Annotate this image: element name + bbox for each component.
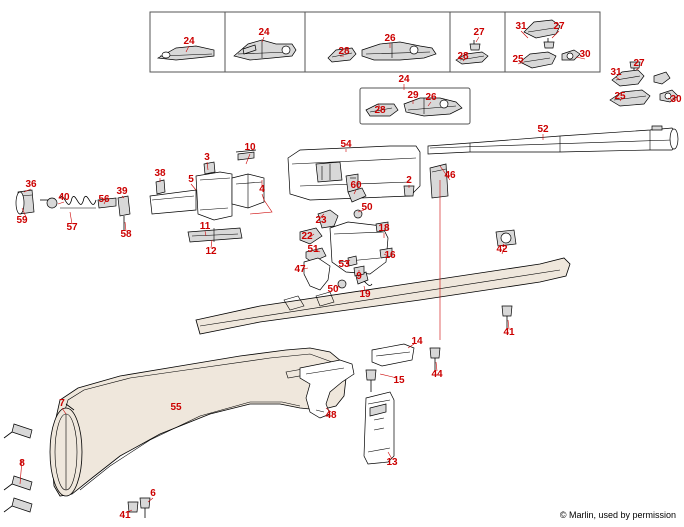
part-number-callout: 4: [259, 184, 265, 195]
part-number-callout: 46: [444, 170, 456, 181]
inset-part-31-27-30-25: [520, 20, 580, 68]
part-number-callout: 56: [98, 194, 110, 205]
part-number-callout: 27: [553, 21, 565, 32]
part-number-callout: 23: [315, 215, 327, 226]
part-number-callout: 50: [361, 202, 373, 213]
part-number-callout: 12: [205, 246, 217, 257]
part-number-callout: 28: [457, 51, 469, 62]
part-number-callout: 53: [338, 259, 350, 270]
part-number-callout: 50: [327, 284, 339, 295]
barrel-part-52: [428, 126, 678, 154]
part-number-callout: 28: [338, 46, 350, 57]
part-number-callout: 57: [66, 222, 78, 233]
part-number-callout: 38: [154, 168, 166, 179]
part-number-callout: 52: [537, 124, 549, 135]
bolt-assembly-group: [118, 150, 264, 242]
part-number-callout: 13: [386, 457, 398, 468]
part-number-callout: 22: [301, 231, 313, 242]
part-number-callout: 24: [258, 27, 270, 38]
part-number-callout: 29: [407, 90, 419, 101]
part-number-callout: 8: [19, 458, 25, 469]
part-number-callout: 41: [503, 327, 515, 338]
part-number-callout: 26: [384, 33, 396, 44]
magazine-part-13: [364, 392, 394, 464]
part-number-callout: 40: [58, 192, 70, 203]
part-number-callout: 16: [384, 250, 396, 261]
part-number-callout: 5: [188, 174, 194, 185]
part-number-callout: 24: [398, 74, 410, 85]
part-number-callout: 39: [116, 186, 128, 197]
part-number-callout: 41: [119, 510, 131, 521]
part-number-callout: 3: [204, 152, 210, 163]
part-number-callout: 24: [183, 36, 195, 47]
part-number-callout: 31: [610, 67, 622, 78]
part-number-callout: 30: [670, 94, 682, 105]
part-number-callout: 25: [512, 54, 524, 65]
inset-part-24b: [234, 40, 296, 60]
part-number-callout: 31: [515, 21, 527, 32]
part-number-callout: 14: [411, 336, 423, 347]
part-number-callout: 60: [350, 180, 362, 191]
part-number-callout: 42: [496, 244, 508, 255]
part-number-callout: 2: [406, 175, 412, 186]
part-number-callout: 28: [374, 105, 386, 116]
part-number-callout: 27: [473, 27, 485, 38]
part-number-callout: 18: [378, 223, 390, 234]
part-number-callout: 11: [199, 221, 211, 232]
part-number-callout: 44: [431, 369, 443, 380]
part-number-callout: 47: [294, 264, 306, 275]
part-number-callout: 9: [356, 271, 362, 282]
part-number-callout: 48: [325, 410, 337, 421]
part-number-callout: 19: [359, 289, 371, 300]
part-number-callout: 51: [307, 244, 319, 255]
part-number-callout: 27: [633, 58, 645, 69]
part-number-callout: 26: [425, 92, 437, 103]
part-number-callout: 15: [393, 375, 405, 386]
trigger-group: [300, 188, 392, 290]
part-number-callout: 55: [170, 402, 182, 413]
receiver-part-54: [288, 146, 448, 200]
part-number-callout: 54: [340, 139, 352, 150]
part-number-callout: 7: [59, 398, 65, 409]
part-number-callout: 10: [244, 142, 256, 153]
part-number-callout: 6: [150, 488, 156, 499]
copyright-credit: © Marlin, used by permission: [559, 510, 676, 520]
part-number-callout: 59: [16, 215, 28, 226]
forend-wood: [196, 258, 570, 334]
part-number-callout: 58: [120, 229, 132, 240]
part-number-callout: 36: [25, 179, 37, 190]
part-number-callout: 30: [579, 49, 591, 60]
inset-part-24a: [158, 46, 214, 60]
part-number-callout: 25: [614, 91, 626, 102]
